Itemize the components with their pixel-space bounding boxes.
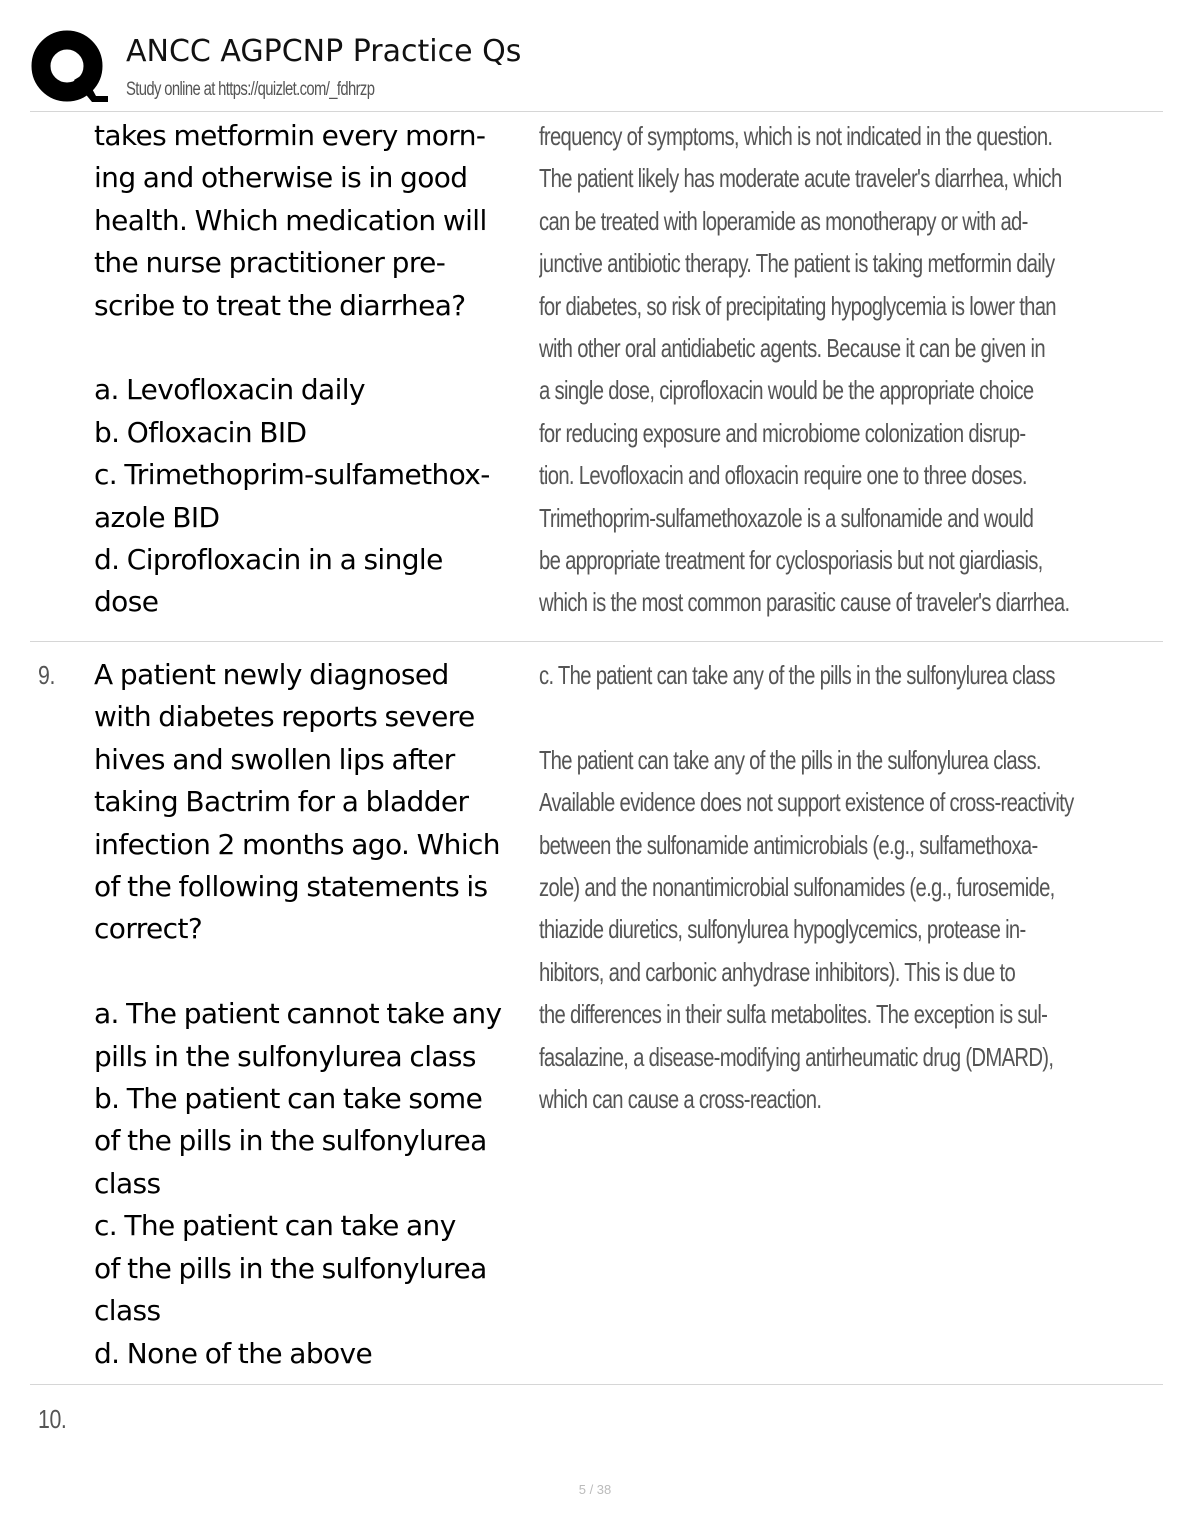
question-text: A patient newly diagnosed with diabetes reports severe hives and swollen lips after taking Bactrim for a bladder infection 2 months ago. Which of the following statements is correct? a. The patient cannot take any pills in the sulfonylurea class b. The patient can take some of the pills in the sulfonylurea class c. The patient can take any of the pills in the sulfonylurea class d. None of the above bbox=[94, 658, 502, 1370]
study-online-link[interactable]: Study online at https://quizlet.com/_fdhrzp bbox=[126, 79, 375, 100]
answer-block bbox=[539, 115, 1149, 625]
page-header bbox=[0, 0, 1190, 112]
answer-text: frequency of symptoms, which is not indicated in the question. The patient likely has moderate acute traveler's diarrhea, which can be treated with loperamide as monotherapy or with ad- junctive antibiotic therapy. The patient is taking metformin daily for diabetes, so risk of precipitating hypoglycemia is lower than with other oral antidiabetic agents. Because it can be given in a single dose, ciprofloxacin would be the appropriate choice for reducing exposure and microbiome colonization disrup- tion. Levofloxacin and ofloxacin require one to three doses. Trimethoprim-sulfamethoxazole is a sulfonamide and would be appropriate treatment for cyclosporiasis but not giardiasis, which is the most common parasitic cause of traveler's diarrhea. bbox=[539, 121, 1070, 618]
quizlet-q-logo-icon bbox=[30, 30, 108, 108]
set-title: ANCC AGPCNP Practice Qs bbox=[126, 34, 522, 69]
answer-block bbox=[539, 654, 1149, 1124]
header-divider bbox=[30, 111, 1163, 112]
page-number: 5 / 38 bbox=[578, 1482, 612, 1497]
question-number: 10. bbox=[38, 1404, 67, 1434]
card-divider bbox=[30, 641, 1163, 642]
question-number: 9. bbox=[38, 660, 55, 690]
answer-text: c. The patient can take any of the pills in the sulfonylurea class The patient can take any of the pills in the sulfonylurea class. Available evidence does not support existence of cross-reactivity between the sulfonamide antimicrobials (e.g., sulfamethoxa- zole) and the nonantimicrobial sulfonamides (e.g., furosemide, thiazide diuretics, sulfonylurea hypoglycemics, protease in- hibitors, and carbonic anhydrase inhibitors). This is due to the differences in their sulfa metabolites. The exception is sul- fasalazine, a disease-modifying antirheumatic drug (DMARD), which can cause a cross-reaction. bbox=[539, 660, 1074, 1115]
card-divider bbox=[30, 1384, 1163, 1385]
question-text: takes metformin every morn- ing and otherwise is in good health. Which medication will the nurse practitioner pre- scribe to treat the diarrhea? a. Levofloxacin daily b. Ofloxacin BID c. Trimethoprim-sulfamethox- azole BID d. Ciprofloxacin in a single dose bbox=[94, 119, 490, 619]
